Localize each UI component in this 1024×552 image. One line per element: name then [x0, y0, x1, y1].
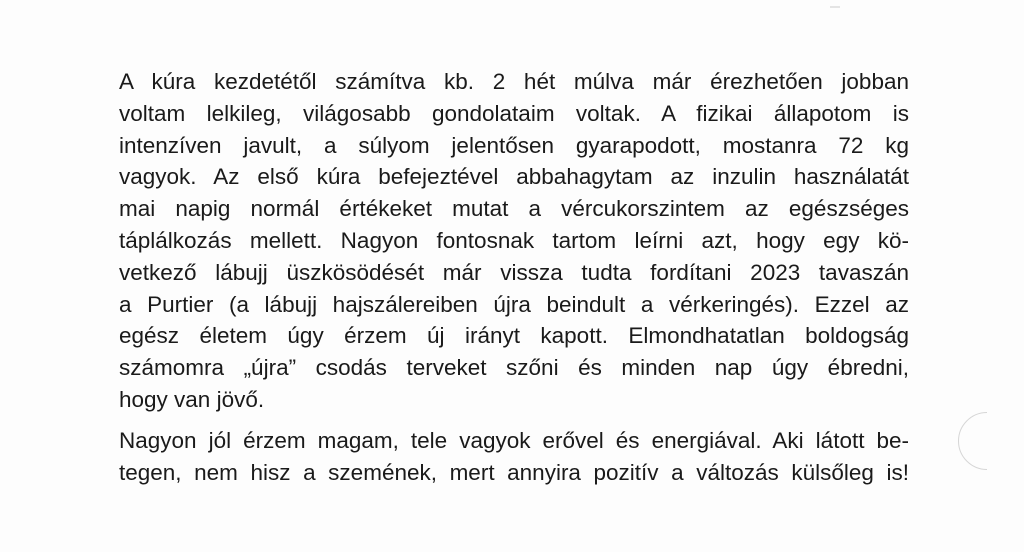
text-line: voltam lelkileg, világosabb gondolataim voltak. A fizikai állapotom is — [119, 100, 909, 126]
text-line: mai napig normál értékeket mutat a vércukorszintem az egészséges — [119, 196, 909, 222]
text-line: egész életem úgy érzem új irányt kapott. Elmondhatatlan boldogság — [119, 323, 909, 349]
text-line: A kúra kezdetétől számítva kb. 2 hét múlva már érezhetően jobban — [119, 69, 909, 94]
text-line: intenzíven javult, a súlyom jelentősen gyarapodott, mostanra 72 kg — [119, 132, 909, 158]
text-line: táplálkozás mellett. Nagyon fontosnak tartom leírni azt, hogy egy kö- — [119, 227, 909, 253]
paragraph-2 — [119, 425, 909, 489]
text-line: tegen, nem hisz a szemének, mert annyira pozitív a változás külsőleg is! — [119, 459, 909, 485]
text-line: a Purtier (a lábujj hajszálereiben újra beindult a vérkeringés). Ezzel az — [119, 291, 909, 317]
text-line: Nagyon jól érzem magam, tele vagyok erővel és energiával. Aki látott be- — [119, 427, 909, 453]
paragraph-1 — [119, 66, 909, 416]
text-line: vagyok. Az első kúra befejeztével abbahagytam az inzulin használatát — [119, 164, 909, 190]
text-line: hogy van jövő. — [119, 386, 265, 412]
scan-speck — [830, 6, 840, 8]
punch-hole-mark — [958, 412, 1016, 470]
text-line: vetkező lábujj üszkösödését már vissza tudta fordítani 2023 tavaszán — [119, 259, 909, 285]
text-line: számomra „újra” csodás terveket szőni és minden nap úgy ébredni, — [119, 355, 909, 381]
body-text — [119, 66, 909, 488]
